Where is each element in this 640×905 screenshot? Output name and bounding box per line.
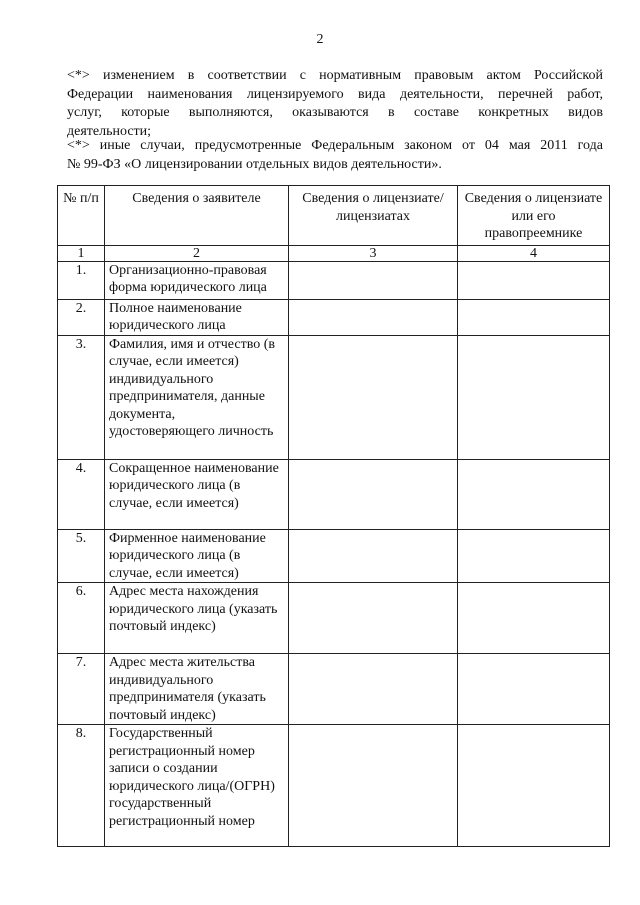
column-number: 1 [58,245,105,261]
row-number: 1. [58,261,105,299]
successor-cell[interactable] [458,725,610,847]
applicant-info-table [57,185,610,847]
row-label: Фирменное наименование юридического лица (в случае, если имеется) [105,529,289,583]
footnote-paragraph-2 [67,137,603,174]
row-number: 2. [58,299,105,335]
row-label: Полное наименование юридического лица [105,299,289,335]
column-number: 3 [289,245,458,261]
paragraph-line: № 99-ФЗ «О лицензировании отдельных видов деятельности». [67,156,442,172]
licensee-cell[interactable] [289,725,458,847]
licensee-cell[interactable] [289,459,458,529]
header-num: № п/п [58,186,105,246]
licensee-cell[interactable] [289,583,458,654]
successor-cell[interactable] [458,529,610,583]
column-number: 4 [458,245,610,261]
successor-cell[interactable] [458,299,610,335]
table-row [58,725,610,847]
paragraph-line: услуг, которые выполняются, оказываются в составе конкретных видов [67,105,603,120]
paragraph-line: <*> изменением в соответствии с нормативным правовым актом Российской [67,68,603,83]
row-label: Адрес места нахождения юридического лица (указать почтовый индекс) [105,583,289,654]
page-number: 2 [316,32,324,47]
row-label: Организационно-правовая форма юридического лица [105,261,289,299]
licensee-cell[interactable] [289,261,458,299]
licensee-cell[interactable] [289,299,458,335]
paragraph-line: Федерации наименования лицензируемого вида деятельности, перечней работ, [67,86,603,102]
row-number: 5. [58,529,105,583]
successor-cell[interactable] [458,459,610,529]
table-row [58,459,610,529]
licensee-cell[interactable] [289,335,458,459]
successor-cell[interactable] [458,583,610,654]
row-number: 4. [58,459,105,529]
header-applicant: Сведения о заявителе [105,186,289,246]
successor-cell[interactable] [458,654,610,725]
paragraph-line: деятельности; [67,123,152,139]
row-number: 3. [58,335,105,459]
footnote-paragraph-1 [67,67,603,141]
column-number: 2 [105,245,289,261]
table-row [58,529,610,583]
paragraph-line: <*> иные случаи, предусмотренные Федеральным законом от 04 мая 2011 года [67,138,603,153]
table-row [58,335,610,459]
table-row [58,261,610,299]
row-number: 6. [58,583,105,654]
successor-cell[interactable] [458,335,610,459]
licensee-cell[interactable] [289,654,458,725]
header-licensee: Сведения о лицензиате/лицензиатах [289,186,458,246]
table-row [58,299,610,335]
row-label: Сокращенное наименование юридического лица (в случае, если имеется) [105,459,289,529]
row-number: 8. [58,725,105,847]
table-row [58,583,610,654]
table-row [58,654,610,725]
header-successor: Сведения о лицензиате или его правопреемнике [458,186,610,246]
row-number: 7. [58,654,105,725]
successor-cell[interactable] [458,261,610,299]
row-label: Государственный регистрационный номер записи о создании юридического лица/(ОГРН) государственный регистрационный номер [105,725,289,847]
licensee-cell[interactable] [289,529,458,583]
row-label: Адрес места жительства индивидуального предпринимателя (указать почтовый индекс) [105,654,289,725]
row-label: Фамилия, имя и отчество (в случае, если имеется) индивидуального предпринимателя, данные документа, удостоверяющего личность [105,335,289,459]
